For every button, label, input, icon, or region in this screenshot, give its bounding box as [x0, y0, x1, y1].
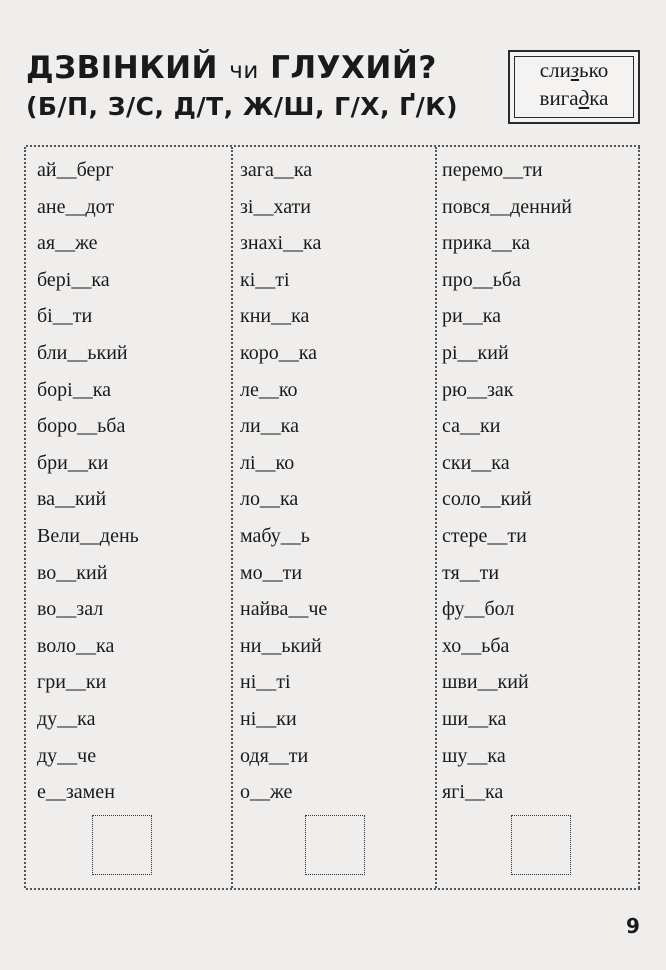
word-item: перемо__ти	[442, 159, 543, 181]
word-item: Вели__день	[37, 524, 139, 547]
example-word-1-end: ько	[579, 58, 609, 82]
title-word-voiced: ДЗВІНКИЙ	[26, 50, 218, 86]
word-item: коро__ка	[240, 341, 317, 364]
word-item: про__ьба	[442, 268, 521, 291]
title-word-voiceless: ГЛУХИЙ	[270, 50, 419, 86]
word-item: соло__кий	[442, 488, 532, 511]
word-item: бри__ки	[37, 451, 109, 474]
word-item: во__зал	[37, 598, 104, 621]
word-item: воло__ка	[37, 634, 115, 657]
word-item: ая__же	[37, 232, 98, 255]
word-item: кни__ка	[240, 305, 310, 328]
word-item: зі__хати	[240, 195, 311, 218]
example-word-1-highlight: з	[570, 58, 580, 82]
word-item: одя__ти	[240, 744, 309, 767]
word-item: тя__ти	[442, 561, 500, 584]
column-divider-left	[24, 147, 26, 888]
word-item: хо__ьба	[442, 634, 510, 657]
word-column-2	[240, 158, 327, 817]
word-table	[26, 145, 640, 890]
example-word-2	[510, 86, 638, 111]
word-item: ду__че	[37, 744, 97, 767]
word-item: ши__ка	[442, 707, 507, 730]
example-box	[508, 50, 640, 124]
word-item: во__кий	[37, 561, 108, 584]
page-number: 9	[626, 914, 640, 938]
word-item: рю__зак	[442, 378, 514, 401]
column-divider-1	[231, 147, 233, 888]
word-item: борі__ка	[37, 378, 112, 401]
word-column-1	[37, 158, 139, 817]
word-item: о__же	[240, 781, 293, 804]
word-item: повся__денний	[442, 195, 572, 218]
word-item: мабу__ь	[240, 524, 310, 547]
word-item: шви__кий	[442, 671, 529, 694]
word-item: рі__кий	[442, 341, 509, 364]
word-item: бері__ка	[37, 268, 110, 291]
word-column-3	[442, 158, 572, 817]
title-connector: чи	[229, 58, 259, 84]
example-word-2-end: ка	[589, 86, 609, 110]
page-title	[26, 50, 437, 86]
word-item: е__замен	[37, 781, 115, 804]
word-item: боро__ьба	[37, 415, 126, 438]
word-item: ле__ко	[240, 378, 298, 401]
word-item: ай__берг	[37, 159, 114, 181]
word-item: бі__ти	[37, 305, 93, 328]
word-item: ане__дот	[37, 195, 115, 218]
word-item: ли__ка	[240, 415, 299, 438]
word-item: ні__ті	[240, 671, 291, 694]
answer-check-box-1[interactable]	[92, 815, 152, 875]
word-item: ри__ка	[442, 305, 501, 328]
answer-check-box-2[interactable]	[305, 815, 365, 875]
word-item: прика__ка	[442, 232, 530, 255]
example-word-1	[510, 58, 638, 83]
word-item: зага__ка	[240, 159, 313, 181]
letter-pairs-subtitle: (Б/П, З/С, Д/Т, Ж/Ш, Г/Х, Ґ/К)	[26, 92, 459, 121]
word-item: бли__ький	[37, 341, 128, 364]
word-item: кі__ті	[240, 268, 290, 291]
word-item: ду__ка	[37, 707, 96, 730]
title-question-mark: ?	[418, 50, 437, 86]
word-item: шу__ка	[442, 744, 506, 767]
word-item: ва__кий	[37, 488, 107, 511]
word-item: фу__бол	[442, 598, 515, 621]
column-divider-2	[435, 147, 437, 888]
word-item: ски__ка	[442, 451, 510, 474]
word-item: мо__ти	[240, 561, 303, 584]
word-item: ягі__ка	[442, 781, 504, 804]
word-item: ло__ка	[240, 488, 299, 511]
word-item: стере__ти	[442, 524, 527, 547]
word-item: лі__ко	[240, 451, 295, 474]
example-word-2-start: вига	[539, 86, 579, 110]
word-item: гри__ки	[37, 671, 107, 694]
column-divider-right	[638, 147, 640, 888]
word-item: найва__че	[240, 598, 328, 621]
word-item: ні__ки	[240, 707, 297, 730]
answer-check-box-3[interactable]	[511, 815, 571, 875]
example-word-1-start: сли	[539, 58, 571, 82]
word-item: ни__ький	[240, 634, 322, 657]
word-item: знахі__ка	[240, 232, 322, 255]
example-word-2-highlight: д	[578, 86, 590, 110]
word-item: са__ки	[442, 415, 501, 438]
